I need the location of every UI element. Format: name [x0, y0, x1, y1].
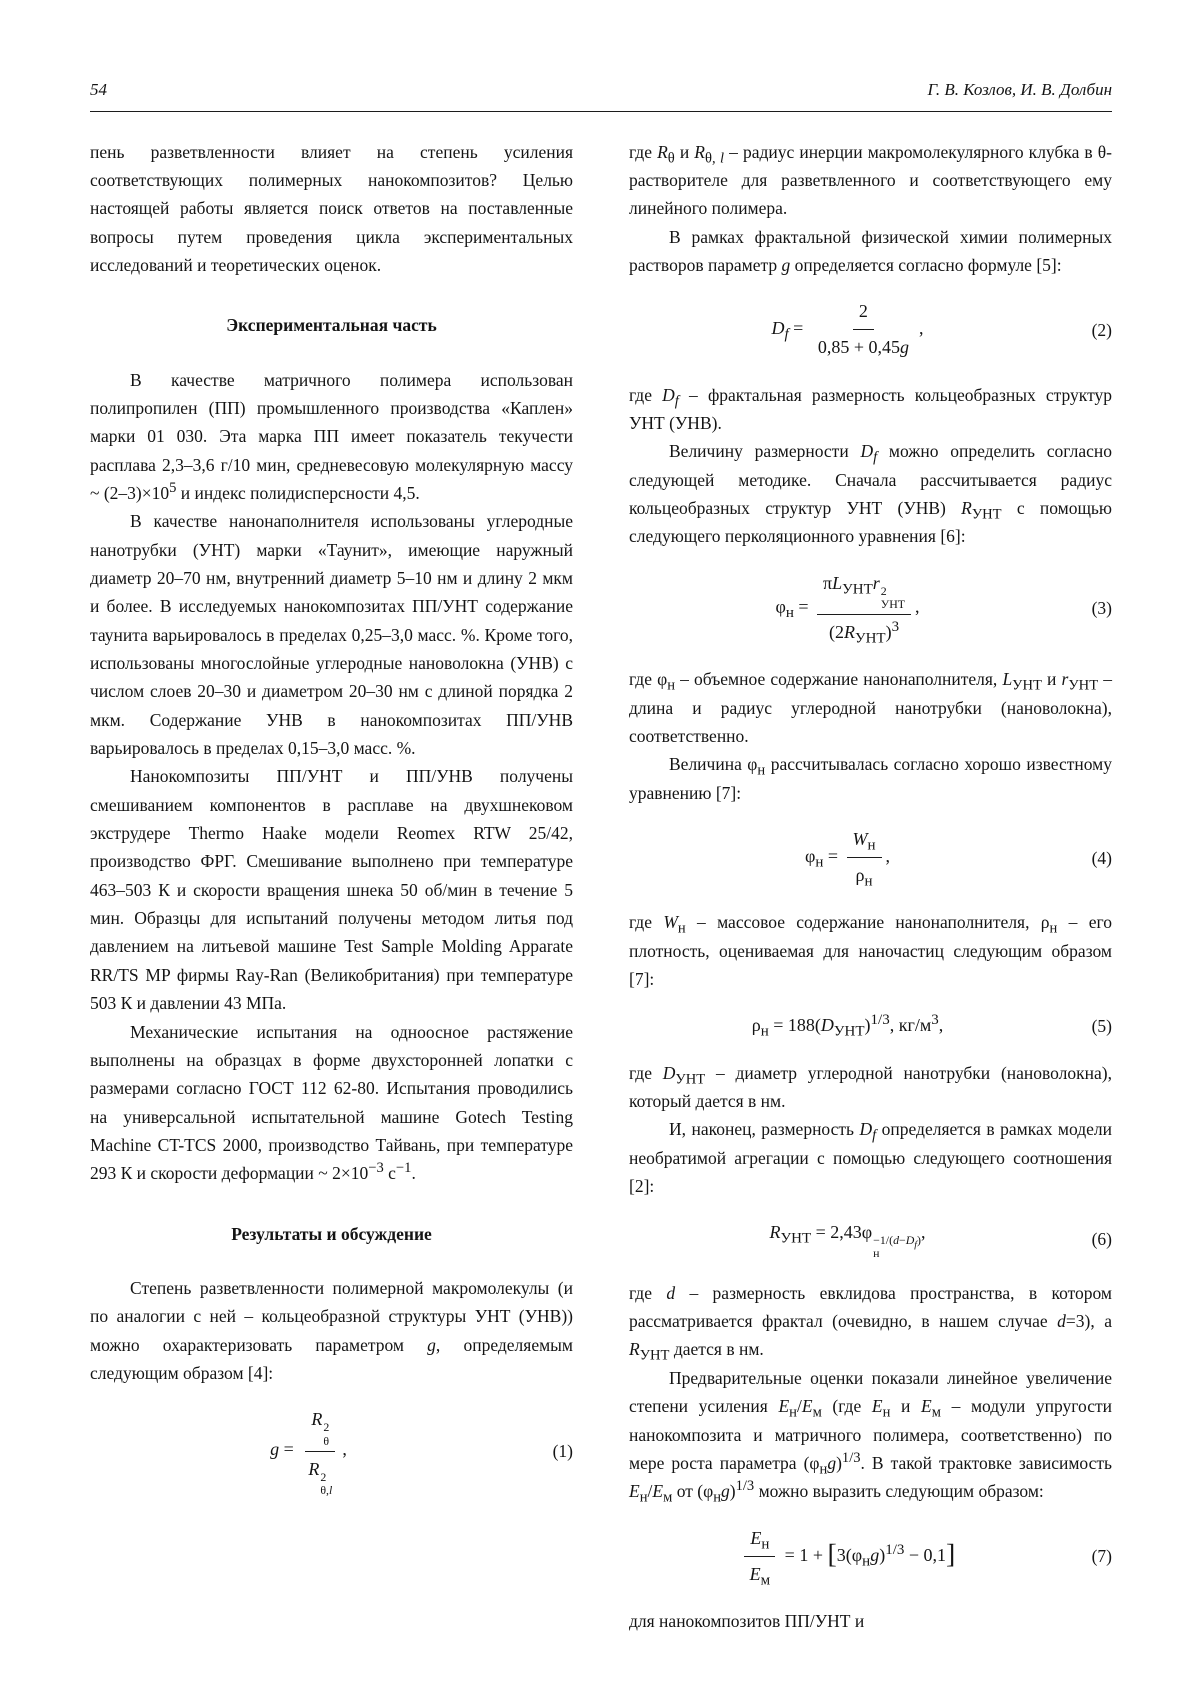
- equation: [629, 1218, 1112, 1261]
- equation-number: (5): [1091, 1015, 1112, 1036]
- two-column-body: [90, 138, 1112, 1636]
- right-column: [629, 138, 1112, 1636]
- paragraph: Величину размерности $D_f$ можно определить согласно следующей методике. Сначала рассчитывается радиус кольцеобразных структур УНТ (УНВ) $R_{УНТ}$ с помощью следующего перколяционного уравнения [6]:: [629, 441, 1112, 547]
- section-heading: Результаты и обсуждение: [231, 1223, 432, 1244]
- equation: [629, 825, 1112, 890]
- left-column: [90, 138, 573, 1636]
- paragraph: В качестве нанонаполнителя использованы углеродные нанотрубки (УНТ) марки «Таунит», имеющие наружный диаметр 20–70 нм, внутренний диаметр 5–10 нм и длину 2 мкм и более. В исследуемых нанокомпозитах ПП/УНТ содержание таунита варьировалось в пределах 0,25–3,0 масс. %. Кроме того, использованы многослойные углеродные нановолокна (УНВ) с числом слоев 20–30 и диаметром 20–30 нм с длиной порядка 2 мкм. Содержание УНВ в нанокомпозитах ПП/УНВ варьировалось в пределах 0,15–3,0 масс. %.: [90, 511, 573, 759]
- paragraph: где $W_н$ – массовое содержание нанонаполнителя, $\rho_н$ – его плотность, оцениваемая для наночастиц следующим образом [7]:: [629, 912, 1112, 990]
- equation-body: $D_f$ = $\frac{2}{0,85 + 0,45g}$ ,: [629, 297, 1066, 362]
- section-heading: Экспериментальная часть: [226, 315, 437, 336]
- equation-number: (2): [1091, 319, 1112, 340]
- paragraph: Степень разветвленности полимерной макромолекулы (и по аналогии с ней – кольцеобразной структуры УНТ (УНВ)) можно охарактеризовать параметром g, определяемым следующим образом [4]:: [90, 1277, 573, 1383]
- equation-body: g = R 2 θ R 2 θ,l ,: [90, 1405, 527, 1497]
- equation-body: $\rho_н = 188(D_{УНТ})^{1/3}$, $кг/м^3$,: [751, 1012, 944, 1040]
- equation: [90, 1405, 573, 1497]
- equation-body: $R_{УНТ} = 2,43\varphi$ $-1/(d-D_f)$ н ,: [769, 1222, 926, 1261]
- paragraph: И, наконец, размерность $D_f$ определяется в рамках модели необратимой агрегации с помощью следующего соотношения [2]:: [629, 1119, 1113, 1196]
- paragraph: для нанокомпозитов ПП/УНТ и: [629, 1610, 865, 1631]
- paragraph: пень разветвленности влияет на степень усиления соответствующих полимерных нанокомпозитов? Целью настоящей работы является поиск ответов на поставленные вопросы путем проведения цикла экспериментальных исследований и теоретических оценок.: [90, 141, 573, 275]
- equation-number: (4): [1091, 847, 1112, 868]
- paragraph: где $D_f$ – фрактальная размерность кольцеобразных структур УНТ (УНВ).: [629, 384, 1112, 433]
- equation: [629, 297, 1112, 362]
- paragraph: Механические испытания на одноосное растяжение выполнены на образцах в форме двухсторонней лопатки с размерами согласно ГОСТ 112 62-80. Испытания проводились на универсальной испытательной машине Gotech Testing Machine CT-TCS 2000, производство Тайвань, при температуре 293 К и скорости деформации ~ $2\times 10^{-3}$ $с^{-1}$.: [90, 1021, 573, 1184]
- equation-body: $\varphi_н$ = $\pi L_{УНТ}r$ 2 УНТ $(2R_{УНТ})^3$ ,: [629, 569, 1066, 648]
- paragraph: где $\varphi_н$ – объемное содержание нанонаполнителя, $L_{УНТ}$ и $r_{УНТ}$ – длина и радиус углеродной нанотрубки (нановолокна), соответственно.: [629, 669, 1112, 746]
- equation-body: $\varphi_н$ = $\frac{W_н}{\rho_н}$ ,: [629, 825, 1066, 890]
- paragraph: Величина $\varphi_н$ рассчитывалась согласно хорошо известному уравнению [7]:: [629, 754, 1113, 803]
- page-header: [90, 76, 1112, 112]
- equation: [629, 1011, 1112, 1040]
- equation-number: (6): [1091, 1229, 1112, 1250]
- paragraph: где $D_{УНТ}$ – диаметр углеродной нанотрубки (нановолокна), который дается в нм.: [629, 1062, 1112, 1111]
- page-number: 54: [90, 80, 107, 99]
- equation-number: (3): [1091, 597, 1112, 618]
- paragraph: В рамках фрактальной физической химии полимерных растворов параметр g определяется согласно формуле [5]:: [629, 226, 1112, 275]
- paragraph: где d – размерность евклидова пространства, в котором рассматривается фрактал (очевидно, в нашем случае d=3), а $R_{УНТ}$ дается в нм.: [629, 1282, 1113, 1364]
- equation: [629, 569, 1112, 648]
- paragraph: Предварительные оценки показали линейное увеличение степени усиления $E_н/E_м$ (где $E_н$ и $E_м$ – модули упругости нанокомпозита и матричного полимера, соответственно) по мере роста параметра $(\varphi_нg)^{1/3}$. В такой трактовке зависимость $E_н/E_м$ от $(\varphi_нg)^{1/3}$ можно выразить следующим образом:: [629, 1367, 1112, 1506]
- equation-number: (7): [1091, 1546, 1112, 1567]
- running-head-authors: Г. В. Козлов, И. В. Долбин: [927, 80, 1112, 99]
- equation-body: $\frac{E_н}{E_м}$ = $1 + [3(\varphi_нg)^{1/3} - 0,1]$: [629, 1524, 1066, 1589]
- paragraph: В качестве матричного полимера использован полипропилен (ПП) промышленного производства «Каплен» марки 01 030. Эта марка ПП имеет показатель текучести расплава 2,3–3,6 г/10 мин, средневесовую молекулярную массу ~ $(2-3)\times 10^5$ и индекс полидисперсности 4,5.: [90, 369, 573, 503]
- equation-number: (1): [552, 1441, 573, 1462]
- paragraph: где $R_\theta$ и $R_{\theta, l}$ – радиус инерции макромолекулярного клубка в θ-растворителе для разветвленного и соответствующего ему линейного полимера.: [629, 141, 1112, 219]
- equation: [629, 1524, 1112, 1589]
- paragraph: Нанокомпозиты ПП/УНТ и ПП/УНВ получены смешиванием компонентов в расплаве на двухшнековом экструдере Thermo Haake модели Reomex RTW 25/42, производство ФРГ. Смешивание выполнено при температуре 463–503 К и скорости вращения шнека 50 об/мин в течение 5 мин. Образцы для испытаний получены методом литья под давлением на литьевой машине Test Sample Molding Apparate RR/TS MP фирмы Ray-Ran (Великобритания) при температуре 503 К и давлении 43 МПа.: [90, 766, 573, 1014]
